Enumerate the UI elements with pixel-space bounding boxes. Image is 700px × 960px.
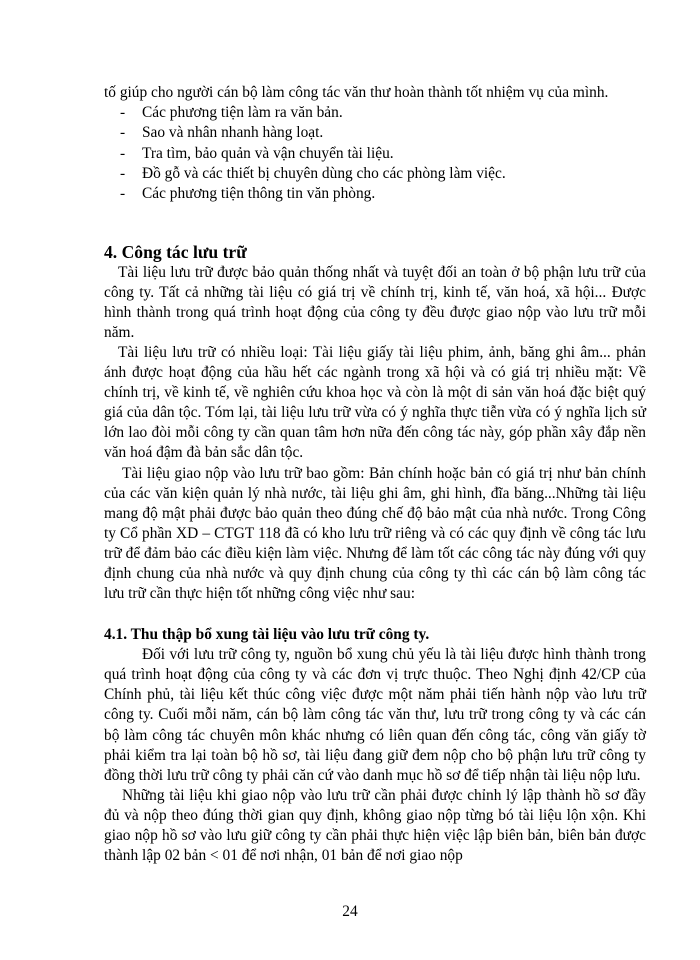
bullet-item — [104, 184, 646, 204]
bullet-dash: - — [120, 164, 126, 182]
bullet-dash: - — [120, 104, 126, 122]
bullet-item — [104, 144, 646, 164]
bullet-text: Các phương tiện thông tin văn phòng. — [142, 185, 376, 203]
bullet-item — [104, 164, 646, 184]
section-4-paragraph-1: Tài liệu lưu trữ được bảo quản thống nhất và tuyệt đối an toàn ở bộ phận lưu trữ của công ty. Tất cả những tài liệu có giá trị về chính trị, kinh tế, văn hoá, xã hội... Được hình thành trong quá trình hoạt động của công ty đều được giao nộp vào lưu trữ mỗi năm. — [104, 263, 646, 341]
bullet-dash: - — [120, 185, 126, 203]
bullet-dash: - — [120, 124, 126, 142]
section-4-paragraph-2: Tài liệu lưu trữ có nhiều loại: Tài liệu giấy tài liệu phim, ảnh, băng ghi âm... phản ánh được hoạt động của hầu hết các ngành trong xã hội và có giá trị nhiều mặt: Về chính trị, về kinh tế, về nghiên cứu khoa học và còn là một di sản văn hoá đặc biệt quý giá của dân tộc. Tóm lại, tài liệu lưu trữ vừa có ý nghĩa thực tiễn vừa có ý nghĩa lịch sử lớn lao đòi mỗi công ty cần quan tâm hơn nữa đến công tác này, góp phần xây đắp nền văn hoá đậm đà bản sắc dân tộc. — [104, 343, 646, 462]
page-content — [104, 79, 646, 866]
bullet-text: Tra tìm, bảo quản và vận chuyển tài liệu. — [142, 144, 394, 162]
bullet-text: Đồ gỗ và các thiết bị chuyên dùng cho các phòng làm việc. — [142, 164, 506, 182]
section-4-1-paragraph-1: Đối với lưu trữ công ty, nguồn bổ xung chủ yếu là tài liệu được hình thành trong quá trình hoạt động của công ty và các đơn vị trực thuộc. Theo Nghị định 42/CP của Chính phủ, tài liệu kết thúc công việc được một năm phải tiến hành nộp vào lưu trữ công ty. Cuối mỗi năm, cán bộ làm công tác văn thư, lưu trữ trong công ty và các cán bộ làm công tác chuyên môn khác nhưng có liên quan đến công tác, công văn giấy tờ phải kiểm tra lại toàn bộ hồ sơ, tài liệu đang giữ đem nộp cho bộ phận lưu trữ công ty đồng thời lưu trữ công ty phải căn cứ vào danh mục hồ sơ để tiếp nhận tài liệu nộp lưu. — [104, 646, 646, 784]
bullet-dash: - — [120, 144, 126, 162]
bullet-item — [104, 103, 646, 123]
intro-paragraph: tố giúp cho người cán bộ làm công tác văn thư hoàn thành tốt nhiệm vụ của mình. — [104, 84, 609, 101]
bullet-text: Sao và nhân nhanh hàng loạt. — [142, 124, 324, 142]
section-4-heading: 4. Công tác lưu trữ — [104, 241, 247, 262]
equipment-bullet-list — [104, 103, 646, 204]
page-number: 24 — [342, 903, 358, 920]
section-4-paragraph-3: Tài liệu giao nộp vào lưu trữ bao gồm: Bản chính hoặc bản có giá trị như bản chính của các văn kiện quản lý nhà nước, tài liệu ghi âm, ghi hình, đĩa băng...Những tài liệu mang độ mật phải được bảo quản theo đúng chế độ bảo mật của nhà nước. Trong Công ty Cổ phần XD – CTGT 118 đã có kho lưu trữ riêng và có các quy định về công tác lưu trữ để đảm bảo các điều kiện làm việc. Nhưng để làm tốt các công tác này đúng với quy định chung của nhà nước và quy định chung của công ty thì các cán bộ làm công tác lưu trữ cần thực hiện tốt những công việc như sau: — [104, 464, 646, 603]
bullet-text: Các phương tiện làm ra văn bản. — [142, 104, 343, 122]
section-4-1-heading: 4.1. Thu thập bổ xung tài liệu vào lưu trữ công ty. — [104, 626, 430, 644]
section-4-1-paragraph-2: Những tài liệu khi giao nộp vào lưu trữ cần phải được chỉnh lý lập thành hồ sơ đầy đủ và nộp theo đúng thời gian quy định, không giao nộp từng bó tài liệu lộn xộn. Khi giao nộp hồ sơ vào lưu giữ công ty cần phải thực hiện việc lập biên bản, biên bản được thành lập 02 bản < 01 để nơi nhận, 01 bản để nơi giao nộp — [104, 786, 646, 865]
bullet-item — [104, 123, 646, 143]
